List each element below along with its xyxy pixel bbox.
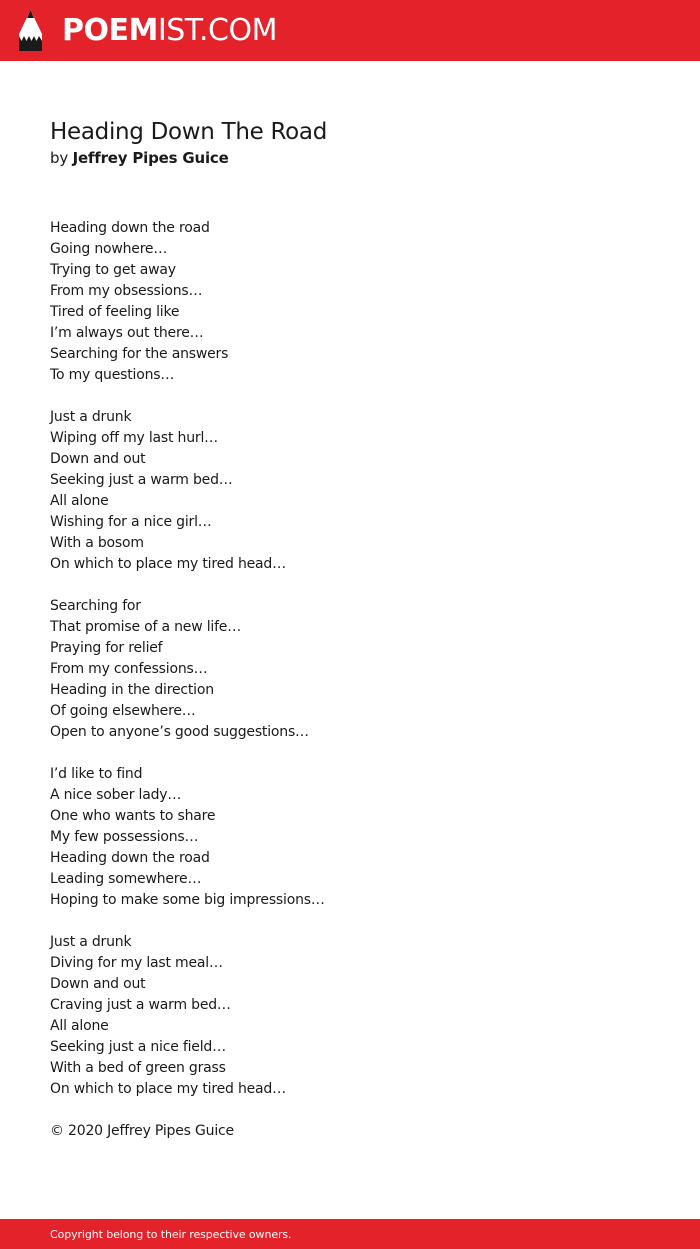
- poem-line: Trying to get away: [50, 262, 176, 278]
- stanza: [50, 932, 650, 1100]
- poem-line: A nice sober lady…: [50, 787, 182, 803]
- stanza-gap: [50, 575, 650, 596]
- poem-line: To my questions…: [50, 367, 175, 383]
- poem-line: My few possessions…: [50, 829, 199, 845]
- author-name: Jeffrey Pipes Guice: [72, 149, 229, 167]
- brand-bold: POEM: [62, 13, 158, 48]
- poem-line: Heading down the road: [50, 220, 210, 236]
- poem-line: Wishing for a nice girl…: [50, 514, 212, 530]
- poem-line: From my confessions…: [50, 661, 208, 677]
- poem-line: Down and out: [50, 451, 146, 467]
- byline: [50, 148, 229, 169]
- poem-line: On which to place my tired head…: [50, 1081, 286, 1097]
- poem-line: All alone: [50, 1018, 109, 1034]
- poem-line: Just a drunk: [50, 934, 132, 950]
- poem-line: On which to place my tired head…: [50, 556, 286, 572]
- poem-line: Praying for relief: [50, 640, 163, 656]
- stanza-gap: [50, 911, 650, 932]
- pencil-tip-icon[interactable]: [17, 10, 44, 51]
- poem-line: Heading in the direction: [50, 682, 214, 698]
- poem-title: Heading Down The Road: [50, 119, 328, 145]
- poem-line: Wiping off my last hurl…: [50, 430, 218, 446]
- poem-line: Seeking just a nice field…: [50, 1039, 226, 1055]
- stanza-gap: [50, 386, 650, 407]
- poem-line: Tired of feeling like: [50, 304, 180, 320]
- site-footer: [0, 1219, 700, 1249]
- poem-line: Craving just a warm bed…: [50, 997, 231, 1013]
- by-prefix: by: [50, 149, 68, 167]
- poem-line: Searching for: [50, 598, 141, 614]
- poem-line: Seeking just a warm bed…: [50, 472, 233, 488]
- poem-line: Diving for my last meal…: [50, 955, 223, 971]
- poem-line: I’d like to find: [50, 766, 143, 782]
- poem-line: Open to anyone’s good suggestions…: [50, 724, 309, 740]
- poem-line: Of going elsewhere…: [50, 703, 196, 719]
- poem-line: I’m always out there…: [50, 325, 204, 341]
- poem-line: Going nowhere…: [50, 241, 168, 257]
- poem-body: [50, 218, 650, 1100]
- poem-line: One who wants to share: [50, 808, 216, 824]
- poem-copyright: © 2020 Jeffrey Pipes Guice: [50, 1123, 234, 1139]
- poem-line: Searching for the answers: [50, 346, 229, 362]
- stanza: [50, 596, 650, 743]
- poem-line: With a bosom: [50, 535, 144, 551]
- poem-line: With a bed of green grass: [50, 1060, 226, 1076]
- poem-line: Just a drunk: [50, 409, 132, 425]
- poem-line: Heading down the road: [50, 850, 210, 866]
- poem-line: Leading somewhere…: [50, 871, 202, 887]
- poem-line: From my obsessions…: [50, 283, 203, 299]
- poem-line: Hoping to make some big impressions…: [50, 892, 325, 908]
- poem-line: All alone: [50, 493, 109, 509]
- stanza: [50, 764, 650, 911]
- poem-line: That promise of a new life…: [50, 619, 242, 635]
- brand-light: IST.COM: [157, 13, 277, 48]
- poem-line: Down and out: [50, 976, 146, 992]
- stanza: [50, 407, 650, 575]
- stanza: [50, 218, 650, 386]
- footer-copyright: Copyright belong to their respective owners.: [50, 1228, 292, 1241]
- site-header: [0, 0, 700, 61]
- stanza-gap: [50, 743, 650, 764]
- site-logo[interactable]: [62, 12, 277, 50]
